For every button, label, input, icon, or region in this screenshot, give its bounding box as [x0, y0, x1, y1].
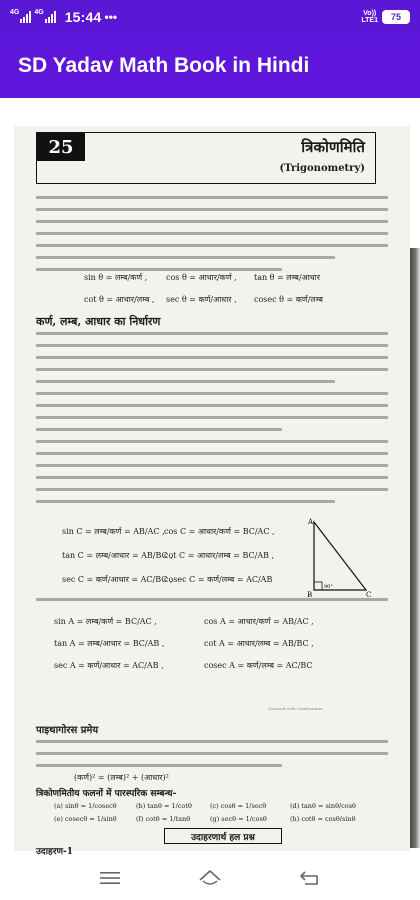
relation-c: (c) cosθ = 1/secθ — [210, 802, 267, 810]
chapter-title-english: (Trigonometry) — [279, 163, 365, 174]
relation-f: (f) cotθ = 1/tanθ — [136, 815, 191, 823]
right-angle-label: 90° — [324, 584, 333, 590]
system-nav-bar — [0, 855, 420, 900]
vertex-a-label: A — [308, 518, 314, 526]
angle-a-intro-line — [36, 598, 388, 610]
section-heading-relations: त्रिकोणमितीय फलनों में पारस्परिक सम्बन्ध- — [36, 789, 177, 799]
relation-d: (d) tanθ = sinθ/cosθ — [290, 802, 356, 810]
formula-cosec-a: cosec A = कर्ण/लम्ब = AC/BC — [204, 661, 313, 670]
formula-cot: cot θ = आधार/लम्ब , — [84, 295, 155, 304]
determination-paragraph — [36, 332, 388, 512]
relation-e: (e) cosecθ = 1/sinθ — [54, 815, 117, 823]
home-button[interactable] — [192, 863, 228, 893]
signal-1-icon — [20, 11, 31, 23]
app-title: SD Yadav Math Book in Hindi — [18, 54, 310, 77]
formula-sec: sec θ = कर्ण/आधार , — [166, 295, 237, 304]
formula-cosec: cosec θ = कर्ण/लम्ब — [254, 295, 323, 304]
right-triangle-diagram — [304, 518, 374, 598]
status-time: 15:44 — [64, 9, 102, 25]
vertex-b-label: B — [307, 591, 313, 598]
chapter-number: 25 — [37, 133, 85, 161]
network-type-2: 4G — [34, 9, 44, 16]
menu-icon — [99, 870, 121, 886]
content-viewer[interactable] — [0, 98, 420, 855]
network-type-1: 4G — [10, 9, 20, 16]
signal-2-icon — [45, 11, 56, 23]
formula-cos: cos θ = आधार/कर्ण , — [166, 273, 237, 282]
relation-h: (h) cotθ = cosθ/sinθ — [290, 815, 356, 823]
status-bar — [0, 0, 420, 34]
app-bar — [0, 34, 420, 98]
formula-tan: tan θ = लम्ब/आधार — [254, 273, 321, 282]
formula-cot-a: cot A = आधार/लम्ब = AB/BC , — [204, 639, 314, 648]
formula-cot-c: cot C = आधार/लम्ब = BC/AB , — [164, 551, 275, 560]
scanner-watermark: Scanned with CamScanner — [268, 706, 323, 711]
relation-b: (b) tanθ = 1/cotθ — [136, 802, 192, 810]
formula-sec-a: sec A = कर्ण/आधार = AC/AB , — [54, 661, 164, 670]
chapter-title-hindi: त्रिकोणमिति — [301, 138, 365, 156]
battery-icon: 75 — [382, 10, 410, 24]
back-button[interactable] — [292, 863, 328, 893]
vertex-c-label: C — [366, 591, 372, 598]
section-heading-pythagoras: पाइथागोरस प्रमेय — [36, 725, 99, 736]
formula-tan-c: tan C = लम्ब/आधार = AB/BC , — [62, 551, 173, 560]
pythagoras-paragraph — [36, 740, 388, 776]
relation-g: (g) secθ = 1/cosθ — [210, 815, 267, 823]
more-notifications-icon: ••• — [104, 10, 118, 24]
formula-cos-c: cos C = आधार/कर्ण = BC/AC , — [164, 527, 275, 536]
volte-indicator: Vo)) LTE1 — [361, 10, 378, 24]
formula-tan-a: tan A = लम्ब/आधार = BC/AB , — [54, 639, 165, 648]
formula-sin-c: sin C = लम्ब/कर्ण = AB/AC , — [62, 527, 165, 536]
formula-cosec-c: cosec C = कर्ण/लम्ब = AC/AB — [164, 575, 273, 584]
relation-a: (a) sinθ = 1/cosecθ — [54, 802, 117, 810]
book-page-image[interactable] — [14, 126, 410, 855]
menu-button[interactable] — [92, 863, 128, 893]
formula-cos-a: cos A = आधार/कर्ण = AB/AC , — [204, 617, 314, 626]
example-label: उदाहरण-1 — [36, 847, 74, 855]
solved-examples-heading: उदाहरणार्थ हल प्रश्न — [164, 828, 282, 844]
home-icon — [197, 868, 223, 888]
back-icon — [299, 869, 321, 887]
formula-sin: sin θ = लम्ब/कर्ण , — [84, 273, 148, 282]
section-heading-determination: कर्ण, लम्ब, आधार का निर्धारण — [36, 315, 161, 328]
formula-sin-a: sin A = लम्ब/कर्ण = BC/AC , — [54, 617, 157, 626]
pythagoras-formula: (कर्ण)² = (लम्ब)² + (आधार)² — [74, 773, 169, 782]
intro-paragraph — [36, 196, 388, 280]
formula-sec-c: sec C = कर्ण/आधार = AC/BC , — [62, 575, 173, 584]
chapter-header — [36, 132, 376, 184]
